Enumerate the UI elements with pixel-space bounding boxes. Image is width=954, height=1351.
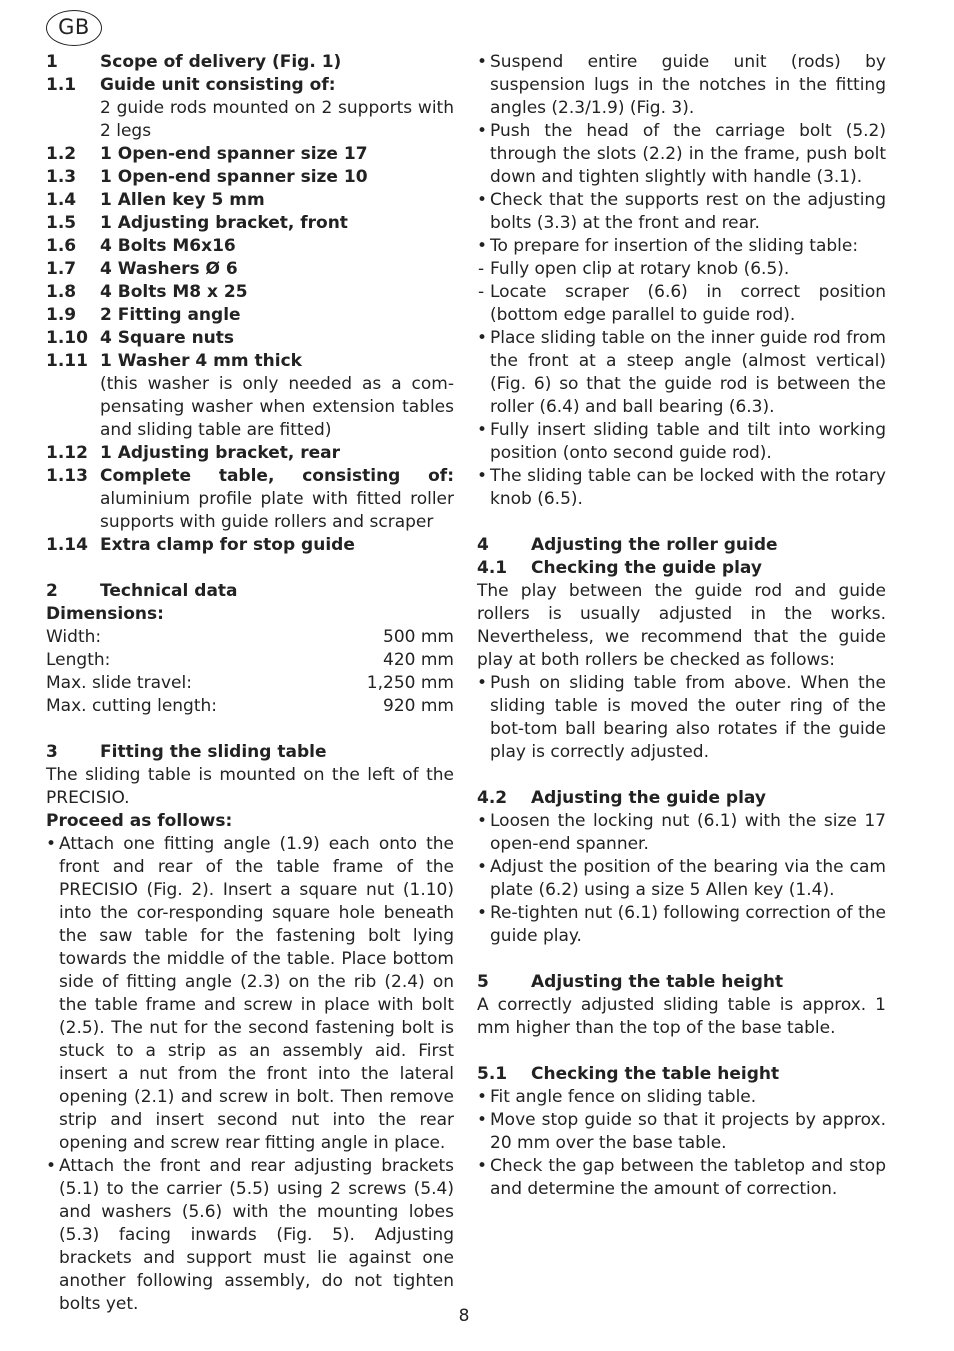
dimension-label: Width: [46,627,102,647]
subsection-heading: 4.2 Adjusting the guide play [477,788,766,808]
dimension-row [46,672,454,695]
section-heading: 2 Technical data [46,581,238,601]
delivery-item: 1.12 1 Adjusting bracket, rear [46,443,341,463]
paragraph: The play between the guide rod and guide rollers is usually adjusted in the works. Nevertheless, we recommend that the guide play at both rollers be checked as follows: [477,581,886,670]
delivery-item: 1.10 4 Square nuts [46,328,235,348]
list-item: • Suspend entire guide unit (rods) by suspension lugs in the notches in the fitting angles (2.3/1.9) (Fig. 3). [477,51,886,120]
item-description: (this washer is only needed as a com-pensating washer when extension tables and sliding table are fitted) [100,374,454,440]
list-item: • Check the gap between the tabletop and stop and determine the amount of correction. [477,1155,886,1201]
list-item: • Fully insert sliding table and tilt into working position (onto second guide rod). [477,419,886,465]
section-heading: 3 Fitting the sliding table [46,742,327,762]
list-item: • Check that the supports rest on the adjusting bolts (3.3) at the front and rear. [477,189,886,235]
bullet-list [477,327,886,511]
dimensions-table [46,626,454,718]
dimension-label: Length: [46,650,111,670]
dimension-value: 420 mm [383,650,454,670]
language-badge: GB [46,10,102,46]
dimension-value: 1,250 mm [366,673,454,693]
list-item: • Adjust the position of the bearing via the cam plate (6.2) using a size 5 Allen key (1.4). [477,856,886,902]
delivery-item: 1.13 Complete table, consisting of: aluminium profile plate with fitted roller supports with guide rollers and scraper [46,466,454,532]
bullet-list [477,810,886,948]
page-number: 8 [458,1306,470,1326]
subsection-heading: 5.1 Checking the table height [477,1064,780,1084]
subsection-heading: 4.1 Checking the guide play [477,558,762,578]
dimension-label: Max. cutting length: [46,696,218,716]
delivery-item: 1.5 1 Adjusting bracket, front [46,213,348,233]
delivery-item: 1.14 Extra clamp for stop guide [46,535,355,555]
dimension-value: 500 mm [383,627,454,647]
dimension-row [46,626,454,649]
bullet-list [477,51,886,258]
bullet-list [477,672,886,764]
delivery-item: 1.3 1 Open-end spanner size 10 [46,167,368,187]
list-item: • To prepare for insertion of the sliding table: [477,235,886,258]
list-item: • Attach the front and rear adjusting brackets (5.1) to the carrier (5.5) using 2 screws (5.4) and washers (5.6) with the mounting lobes (5.3) facing inwards (Fig. 5). Adjusting brackets and support must lie against one another following assembly, do not tighten bolts yet. [46,1155,454,1316]
delivery-item: 1.6 4 Bolts M6x16 [46,236,236,256]
list-item: • Move stop guide so that it projects by approx. 20 mm over the base table. [477,1109,886,1155]
item-description: 2 guide rods mounted on 2 supports with 2 legs [100,98,454,141]
section-heading: 4 Adjusting the roller guide [477,535,778,555]
list-item: • Attach one fitting angle (1.9) each onto the front and rear of the table frame of the PRECISIO (Fig. 2). Insert a square nut (1.10) into the cor-responding square hole beneath the saw table for the fastening bolt lying towards the middle of the table. Place bottom side of fitting angle (2.3) on the rib (2.4) on the table frame and screw in place with bolt (2.5). The nut for the second fastening bolt is stuck to a strip as an assembly aid. First insert a nut from the front into the lateral opening (2.1) and screw in bolt. Then remove strip and insert second nut into the rear opening and screw rear fitting angle in place. [46,833,454,1155]
delivery-item: 1.9 2 Fitting angle [46,305,241,325]
paragraph: The sliding table is mounted on the left of the PRECISIO. [46,765,454,808]
bullet-list [46,833,454,1316]
list-item: - Fully open clip at rotary knob (6.5). [477,258,886,281]
dimension-value: 920 mm [383,696,454,716]
delivery-item: 1.11 1 Washer 4 mm thick [46,351,302,371]
list-item: • Push the head of the carriage bolt (5.2) through the slots (2.2) in the frame, push bolt down and tighten slightly with handle (3.1). [477,120,886,189]
left-column [46,51,454,1316]
delivery-item: 1.1 Guide unit consisting of: [46,75,336,95]
section-heading: 5 Adjusting the table height [477,972,784,992]
list-item: • Loosen the locking nut (6.1) with the size 17 open-end spanner. [477,810,886,856]
dimension-row [46,695,454,718]
right-column [477,51,886,1201]
bullet-list [477,1086,886,1201]
proceed-label: Proceed as follows: [46,811,233,831]
list-item: • Fit angle fence on sliding table. [477,1086,886,1109]
delivery-item: 1.4 1 Allen key 5 mm [46,190,265,210]
list-item: • Push on sliding table from above. When the sliding table is moved the outer ring of the bot-tom ball bearing also rotates if the guide play is correctly adjusted. [477,672,886,764]
dash-list [477,258,886,327]
dimension-row [46,649,454,672]
list-item: - Locate scraper (6.6) in correct position (bottom edge parallel to guide rod). [477,281,886,327]
delivery-item: 1.2 1 Open-end spanner size 17 [46,144,368,164]
section-heading: 1 Scope of delivery (Fig. 1) [46,52,342,72]
delivery-item: 1.8 4 Bolts M8 x 25 [46,282,248,302]
list-item: • Place sliding table on the inner guide rod from the front at a steep angle (almost vertical) (Fig. 6) so that the guide rod is between the roller (6.4) and ball bearing (6.3). [477,327,886,419]
delivery-item: 1.7 4 Washers Ø 6 [46,259,238,279]
dimension-label: Max. slide travel: [46,673,192,693]
paragraph: A correctly adjusted sliding table is approx. 1 mm higher than the top of the base table. [477,995,886,1038]
delivery-list [46,74,454,465]
dimensions-label: Dimensions: [46,604,164,624]
list-item: • The sliding table can be locked with the rotary knob (6.5). [477,465,886,511]
list-item: • Re-tighten nut (6.1) following correction of the guide play. [477,902,886,948]
